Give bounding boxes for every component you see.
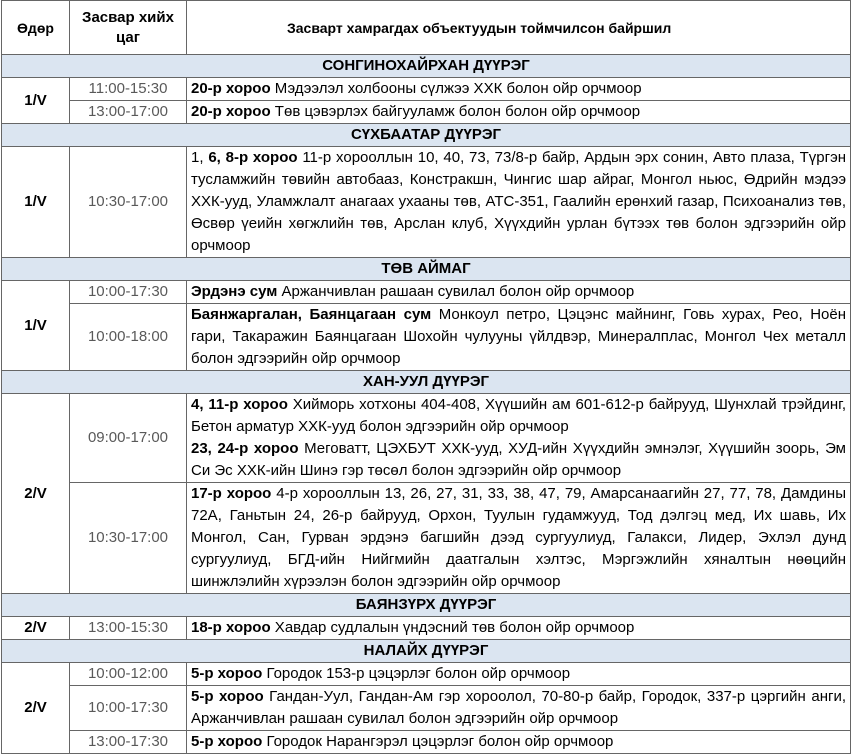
location-description: Меговатт, ЦЭХБУТ ХХК-ууд, ХУД-ийн Хүүхдийн эмнэлэг, Хүүшийн зоорь, Эм Си Эс ХХК-ийн Шинэ гэр төсөл болон эдгээрийн ойр орчмоор [191,440,846,479]
location-entry [191,731,846,753]
schedule-row [2,731,851,754]
schedule-row [2,78,851,101]
location-entry [191,483,846,593]
time-cell: 10:30-17:00 [70,483,187,594]
time-cell: 13:00-17:30 [70,731,187,754]
location-cell [187,281,851,304]
location-description: Городок Нарангэрэл цэцэрлэг болон ойр орчмоор [262,733,614,750]
schedule-row [2,663,851,686]
khoroo-label: 20-р хороо [191,103,271,120]
district-row [2,55,851,78]
khoroo-label: 6, 8-р хороо [208,149,298,166]
schedule-row [2,483,851,594]
schedule-row [2,394,851,483]
time-cell: 09:00-17:00 [70,394,187,483]
location-description: Гандан-Уул, Гандан-Ам гэр хороолол, 70-80-р байр, Городок, 337-р цэргийн анги, Аржанчивлан рашаан сувилал болон эдгээрийн ойр орчмоор [191,688,846,727]
location-cell [187,394,851,483]
location-entry [191,281,846,303]
khoroo-label: 5-р хороо [191,688,264,705]
location-cell [187,483,851,594]
day-cell: 2/V [2,394,70,594]
district-row [2,640,851,663]
location-cell [187,101,851,124]
district-name: НАЛАЙХ ДҮҮРЭГ [2,640,851,663]
khoroo-label: 18-р хороо [191,619,271,636]
khoroo-label: 20-р хороо [191,80,271,97]
time-cell: 10:30-17:00 [70,147,187,258]
location-entry [191,686,846,730]
location-description: Аржанчивлан рашаан сувилал болон ойр орчмоор [277,283,635,300]
location-cell [187,617,851,640]
time-cell: 13:00-15:30 [70,617,187,640]
time-cell: 11:00-15:30 [70,78,187,101]
location-cell [187,663,851,686]
khoroo-label: 17-р хороо [191,485,272,502]
khoroo-label: Эрдэнэ сум [191,283,278,300]
day-cell: 1/V [2,78,70,124]
day-column-header: Өдөр [2,1,70,55]
day-cell: 2/V [2,617,70,640]
location-description: 11-р хорооллын 10, 40, 73, 73/8-р байр, Ардын эрх сонин, Авто плаза, Түргэн тусламжийн төвийн автобааз, Констракшн, Чингис шар айраг, Монгол ньюс, Өдрийн мэдээ ХХК-ууд, Уламжлалт анагаах ухааны төв, АТС-351, Гаалийн ерөнхий газар, Психоанализ төв, Өсвөр үеийн хөгжлийн төв, Арслан клуб, Хүүхдийн урлан бүтээх төв болон эдгээрийн ойр орчмоор [191,149,847,254]
location-cell [187,304,851,371]
schedule-row [2,147,851,258]
district-name: ТӨВ АЙМАГ [2,258,851,281]
district-row [2,371,851,394]
time-cell: 10:00-17:30 [70,686,187,731]
district-row [2,258,851,281]
location-description: 4-р хорооллын 13, 26, 27, 31, 33, 38, 47, 79, Амарсанаагийн 27, 77, 78, Дамдины 72А, Ганьтын 24, 26-р байрууд, Орхон, Туулын гудамжууд, Тод дэлгэц мед, Их шавь, Их Монгол, Сан, Гурван эрдэнэ багшийн дээд сургуулиуд, Галакси, Лидер, Эхлэл дунд сургуулиуд, БГД-ийн Нийгмийн даатгалын хэлтэс, Мэргэжлийн хяналтын нөөцийн шинжлэлийн хүрээлэн болон эдгээрийн ойр орчмоор [191,485,846,590]
district-row [2,124,851,147]
khoroo-prefix: 1, [191,149,209,166]
location-description: Монкоул петро, Цэцэнс майнинг, Говь хурах, Рео, Ноён гари, Такаражин Баянцагаан Шохойн чулууны үйлдвэр, Минералплас, Монгол Чех металл болон эдгээрийн ойр орчмоор [191,306,846,367]
location-description: Хавдар судлалын үндэсний төв болон ойр орчмоор [270,619,635,636]
khoroo-label: 4, 11-р хороо [191,396,288,413]
khoroo-label: 5-р хороо [191,665,263,682]
location-entry [191,617,846,639]
time-cell: 10:00-18:00 [70,304,187,371]
day-cell: 1/V [2,147,70,258]
location-cell [187,147,851,258]
location-cell [187,78,851,101]
location-cell [187,731,851,754]
time-column-header: Засвар хийх цаг [70,1,187,55]
district-name: СОНГИНОХАЙРХАН ДҮҮРЭГ [2,55,851,78]
location-description: Хийморь хотхоны 404-408, Хүүшийн ам 601-612-р байрууд, Шунхлай трэйдинг, Бетон арматур ХХК-ууд болон эдгээрийн ойр орчмоор [191,396,846,435]
location-entry [191,438,846,482]
district-name: СҮХБААТАР ДҮҮРЭГ [2,124,851,147]
location-entry [191,78,846,100]
schedule-row [2,281,851,304]
khoroo-label: 23, 24-р хороо [191,440,299,457]
day-cell: 2/V [2,663,70,754]
header-row [2,1,851,55]
schedule-row [2,101,851,124]
location-entry [191,663,846,685]
time-cell: 13:00-17:00 [70,101,187,124]
day-cell: 1/V [2,281,70,371]
schedule-row [2,304,851,371]
location-description: Мэдээлэл холбооны сүлжээ ХХК болон ойр орчмоор [270,80,642,97]
location-description: Төв цэвэрлэх байгууламж болон болон ойр орчмоор [270,103,641,120]
location-description: Городок 153-р цэцэрлэг болон ойр орчмоор [262,665,571,682]
location-column-header: Засварт хамрагдах объектуудын тоймчилсон байршил [187,1,851,55]
maintenance-schedule-table [1,0,851,754]
district-row [2,594,851,617]
location-entry [191,304,846,370]
location-entry [191,394,846,438]
location-entry [191,147,846,257]
district-name: ХАН-УУЛ ДҮҮРЭГ [2,371,851,394]
time-cell: 10:00-17:30 [70,281,187,304]
location-entry [191,101,846,123]
khoroo-label: Баянжаргалан, Баянцагаан сум [191,306,432,323]
time-cell: 10:00-12:00 [70,663,187,686]
district-name: БАЯНЗҮРХ ДҮҮРЭГ [2,594,851,617]
schedule-row [2,617,851,640]
khoroo-label: 5-р хороо [191,733,263,750]
